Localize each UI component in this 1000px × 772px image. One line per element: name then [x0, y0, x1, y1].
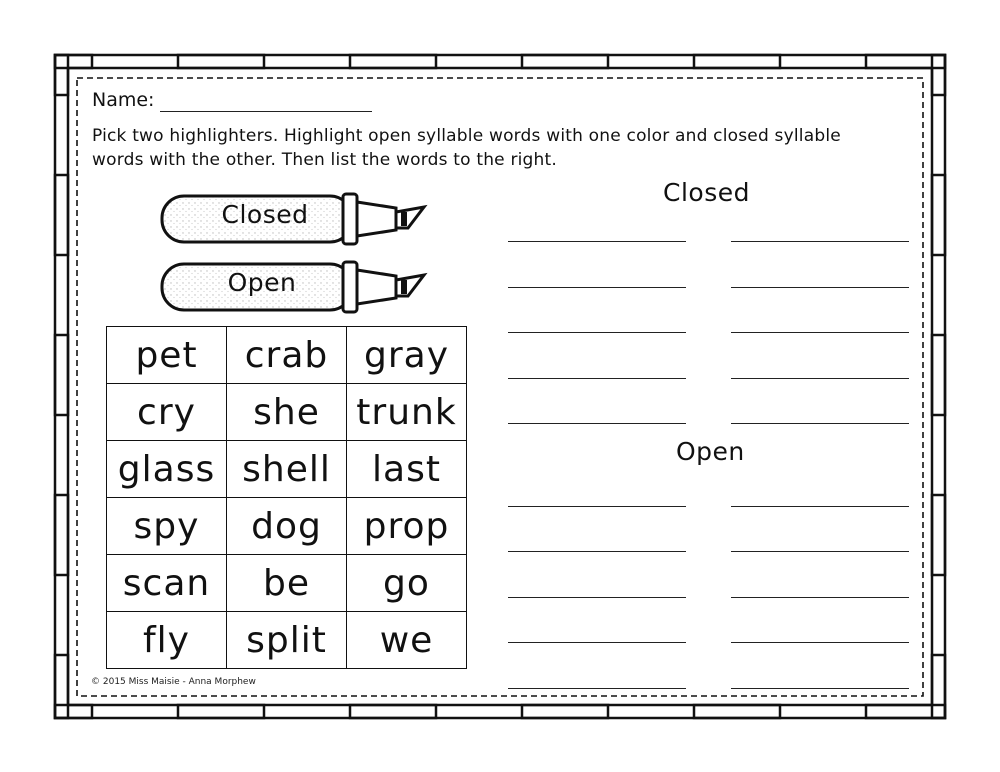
word-row — [107, 441, 467, 498]
word-cell[interactable]: pet — [107, 327, 227, 384]
open-answer-line[interactable] — [508, 551, 686, 552]
instructions-text: Pick two highlighters. Highlight open syllable words with one color and closed syllable words with the other. Then list the words to the right. — [92, 126, 841, 170]
open-answer-line[interactable] — [508, 688, 686, 689]
word-row — [107, 498, 467, 555]
closed-answer-line[interactable] — [731, 241, 909, 242]
open-answer-line[interactable] — [731, 506, 909, 507]
word-cell[interactable]: go — [347, 555, 467, 612]
open-answer-line[interactable] — [731, 688, 909, 689]
word-row — [107, 384, 467, 441]
word-cell[interactable]: gray — [347, 327, 467, 384]
open-answer-line[interactable] — [731, 642, 909, 643]
word-cell[interactable]: we — [347, 612, 467, 669]
word-cell[interactable]: shell — [227, 441, 347, 498]
word-cell[interactable]: dog — [227, 498, 347, 555]
open-answer-line[interactable] — [731, 597, 909, 598]
word-row — [107, 555, 467, 612]
word-cell[interactable]: last — [347, 441, 467, 498]
closed-answer-line[interactable] — [508, 332, 686, 333]
open-column-title: Open — [676, 437, 745, 466]
word-grid — [106, 326, 467, 669]
word-cell[interactable]: scan — [107, 555, 227, 612]
closed-answer-line[interactable] — [508, 423, 686, 424]
word-cell[interactable]: cry — [107, 384, 227, 441]
open-highlighter-label: Open — [227, 268, 297, 297]
word-cell[interactable]: trunk — [347, 384, 467, 441]
name-label: Name: — [92, 89, 155, 111]
open-answer-line[interactable] — [731, 551, 909, 552]
closed-answer-line[interactable] — [731, 287, 909, 288]
closed-answer-line[interactable] — [508, 241, 686, 242]
open-answer-line[interactable] — [508, 506, 686, 507]
word-cell[interactable]: fly — [107, 612, 227, 669]
closed-column-title: Closed — [663, 178, 750, 207]
open-answer-line[interactable] — [508, 597, 686, 598]
word-cell[interactable]: be — [227, 555, 347, 612]
word-row — [107, 327, 467, 384]
word-cell[interactable]: she — [227, 384, 347, 441]
name-field[interactable] — [160, 111, 372, 112]
word-row — [107, 612, 467, 669]
closed-answer-line[interactable] — [731, 332, 909, 333]
closed-answer-line[interactable] — [731, 378, 909, 379]
word-cell[interactable]: prop — [347, 498, 467, 555]
word-cell[interactable]: glass — [107, 441, 227, 498]
copyright-text: © 2015 Miss Maisie - Anna Morphew — [91, 677, 256, 687]
word-cell[interactable]: split — [227, 612, 347, 669]
closed-highlighter-label: Closed — [221, 200, 309, 229]
open-answer-line[interactable] — [508, 642, 686, 643]
closed-answer-line[interactable] — [508, 378, 686, 379]
closed-answer-line[interactable] — [731, 423, 909, 424]
closed-answer-line[interactable] — [508, 287, 686, 288]
word-cell[interactable]: crab — [227, 327, 347, 384]
word-cell[interactable]: spy — [107, 498, 227, 555]
